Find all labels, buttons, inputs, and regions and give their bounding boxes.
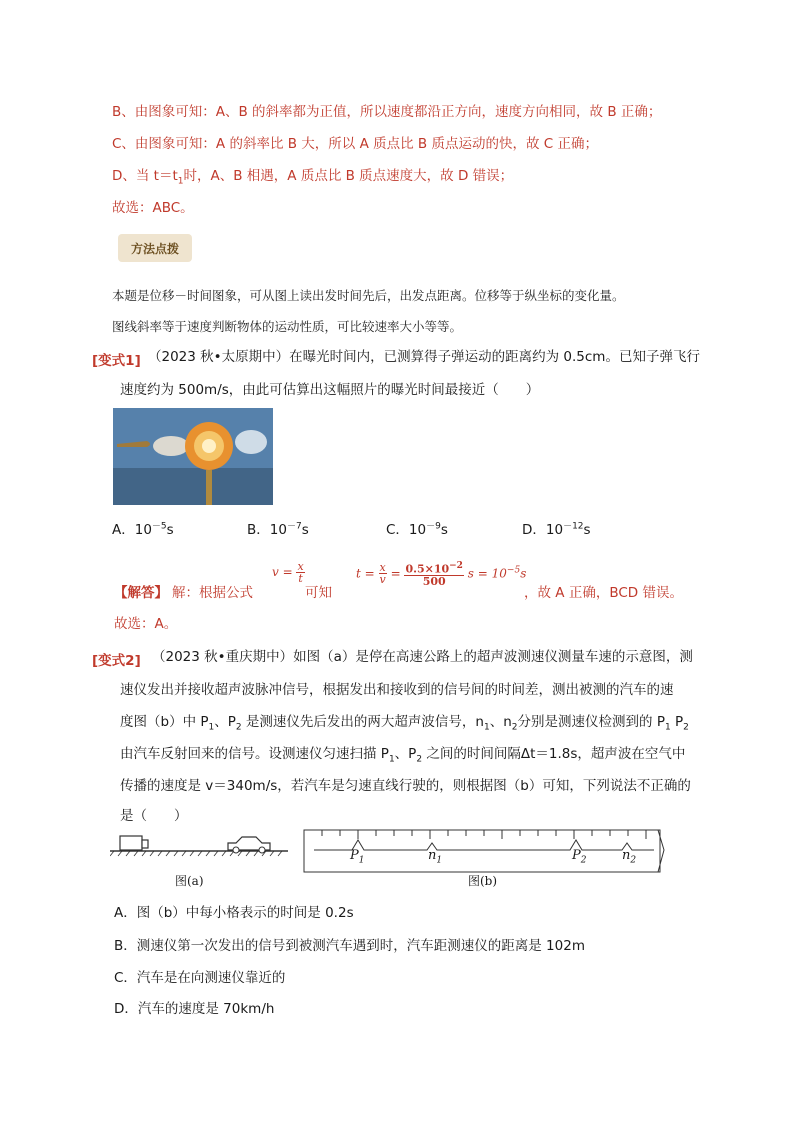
formula-time-lhs: t = (356, 566, 375, 581)
formula-time-tail: s = 10 (467, 566, 507, 581)
formula-time-num2-exp: −2 (449, 561, 463, 571)
solution-tag: 【解答】 (114, 585, 168, 601)
q2-l4-b: 、P (394, 746, 417, 762)
question-2-line-4 (120, 744, 685, 770)
question-2-line-5: 传播的速度是 v＝340m/s，若汽车是匀速直线行驶的，则根据图（b）可知，下列说法不正确的 (120, 778, 691, 794)
label-n1 (428, 848, 442, 866)
formula-time-eq: = (390, 566, 401, 581)
label-p2-sub: 2 (580, 855, 587, 866)
answer-line-d-sub: 1 (177, 176, 184, 187)
q2-option-a[interactable]: A．图（b）中每小格表示的时间是 0.2s (114, 905, 354, 921)
answer-line-d (112, 166, 513, 192)
q2-l3-s3: 1 (484, 722, 490, 733)
formula-velocity-den: t (298, 572, 303, 585)
figure-b-caption: 图(b) (468, 874, 498, 888)
label-p1 (350, 848, 364, 866)
label-n2-text: n (622, 848, 631, 863)
bullet-apple-photo (113, 408, 273, 505)
answer-choice: 故选：ABC。 (112, 200, 194, 216)
label-p2 (572, 848, 586, 866)
label-p1-text: P (350, 848, 359, 863)
formula-time-frac-1 (379, 562, 387, 585)
label-n1-sub: 1 (436, 855, 443, 866)
q2-l3-s5: 1 (664, 722, 671, 733)
formula-time (356, 561, 526, 587)
q2-l3-b: 、P (214, 714, 236, 730)
option-a-unit: s (166, 522, 174, 538)
q2-option-b[interactable]: B．测速仪第一次发出的信号到被测汽车遇到时，汽车距测速仪的距离是 102m (114, 938, 585, 954)
label-n2-sub: 2 (630, 855, 637, 866)
question-1-line-1: （2023 秋•太原期中）在曝光时间内，已测算得子弹运动的距离约为 0.5cm。已知子弹飞行 (148, 349, 700, 365)
q2-l3-f: P (670, 714, 684, 730)
option-d-unit: s (583, 522, 591, 538)
q2-l3-e: 分别是测速仪检测到的 P (517, 714, 665, 730)
method-tag: 方法点拨 (118, 234, 192, 262)
label-p2-text: P (572, 848, 581, 863)
solution-choice: 故选：A。 (114, 616, 178, 632)
q2-option-d[interactable]: D．汽车的速度是 70km/h (114, 1001, 275, 1017)
question-2-line-6: 是（ ） (120, 808, 188, 824)
q2-option-c[interactable]: C．汽车是在向测速仪靠近的 (114, 970, 286, 986)
option-c-text: C．10 (386, 522, 427, 538)
q2-l4-s1: 1 (388, 754, 395, 765)
q2-l4-a: 由汽车反射回来的信号。设测速仪匀速扫描 P (120, 746, 389, 762)
option-d-text: D．10 (522, 522, 564, 538)
method-line-1: 本题是位移－时间图象，可从图上读出发时间先后，出发点距离。位移等于纵坐标的变化量。 (112, 288, 625, 303)
q2-l3-d: 、n (489, 714, 512, 730)
formula-time-den2: 500 (422, 574, 446, 588)
option-b-exp: －7 (286, 521, 302, 532)
option-b-text: B．10 (247, 522, 287, 538)
q2-l4-c: 之间的时间间隔Δt＝1.8s，超声波在空气中 (422, 746, 686, 762)
option-c[interactable] (386, 518, 448, 538)
solution-text-2: 可知 (305, 585, 332, 601)
option-b-unit: s (301, 522, 309, 538)
label-p1-sub: 1 (358, 855, 365, 866)
bullet-apple-illustration (113, 408, 273, 505)
question-1-tag: [变式1] (92, 353, 141, 369)
label-n2 (622, 848, 636, 866)
label-n1-text: n (428, 848, 437, 863)
answer-line-d-rest: 时，A、B 相遇，A 质点比 B 质点速度大，故 D 错误； (183, 168, 514, 184)
option-a[interactable] (112, 518, 174, 538)
solution-text-1: 解：根据公式 (172, 585, 253, 601)
formula-velocity-lhs: v = (272, 565, 293, 579)
q2-l3-s6: 2 (683, 722, 689, 733)
formula-velocity (272, 561, 305, 584)
q2-l3-s4: 2 (511, 722, 518, 733)
option-b[interactable] (247, 518, 309, 538)
question-2-line-1: （2023 秋•重庆期中）如图（a）是停在高速公路上的超声波测速仪测量车速的示意图，测 (152, 649, 693, 665)
formula-time-frac-2 (404, 561, 463, 587)
option-d[interactable] (522, 518, 591, 538)
formula-time-num2: 0.5×10 (405, 562, 450, 576)
answer-line-b: B、由图象可知：A、B 的斜率都为正值，所以速度都沿正方向，速度方向相同，故 B 正确； (112, 104, 662, 120)
method-line-2: 图线斜率等于速度判断物体的运动性质，可比较速率大小等等。 (112, 319, 463, 334)
formula-time-tail-exp: −5 (506, 565, 521, 576)
figure-a-caption: 图(a) (175, 874, 204, 888)
figure-a-road (110, 828, 290, 858)
option-c-unit: s (440, 522, 448, 538)
question-2-line-2: 速仪发出并接收超声波脉冲信号，根据发出和接收到的信号间的时间差，测出被测的汽车的速 (120, 682, 674, 698)
formula-time-num: x (379, 561, 386, 575)
option-d-exp: －12 (563, 521, 584, 532)
answer-line-c: C、由图象可知：A 的斜率比 B 大，所以 A 质点比 B 质点运动的快，故 C 正确； (112, 136, 598, 152)
formula-time-den: v (379, 573, 386, 587)
option-c-exp: －9 (426, 521, 441, 532)
solution-text-3: ，故 A 正确，BCD 错误。 (524, 585, 683, 601)
formula-velocity-frac (296, 561, 304, 584)
option-a-text: A．10 (112, 522, 152, 538)
q2-l3-c: 是测速仪先后发出的两大超声波信号，n (241, 714, 484, 730)
question-2-line-3 (120, 712, 689, 738)
question-1-line-2: 速度约为 500m/s，由此可估算出这幅照片的曝光时间最接近（ ） (120, 382, 540, 398)
q2-l4-s2: 2 (416, 754, 423, 765)
q2-l3-s1: 1 (208, 722, 215, 733)
answer-line-d-text: D、当 t＝t (112, 168, 178, 184)
q2-l3-a: 度图（b）中 P (120, 714, 209, 730)
q2-l3-s2: 2 (235, 722, 242, 733)
question-2-tag: [变式2] (92, 653, 141, 669)
option-a-exp: －5 (151, 521, 167, 532)
formula-velocity-num: x (297, 560, 304, 573)
formula-time-tail-unit: s (520, 566, 527, 581)
